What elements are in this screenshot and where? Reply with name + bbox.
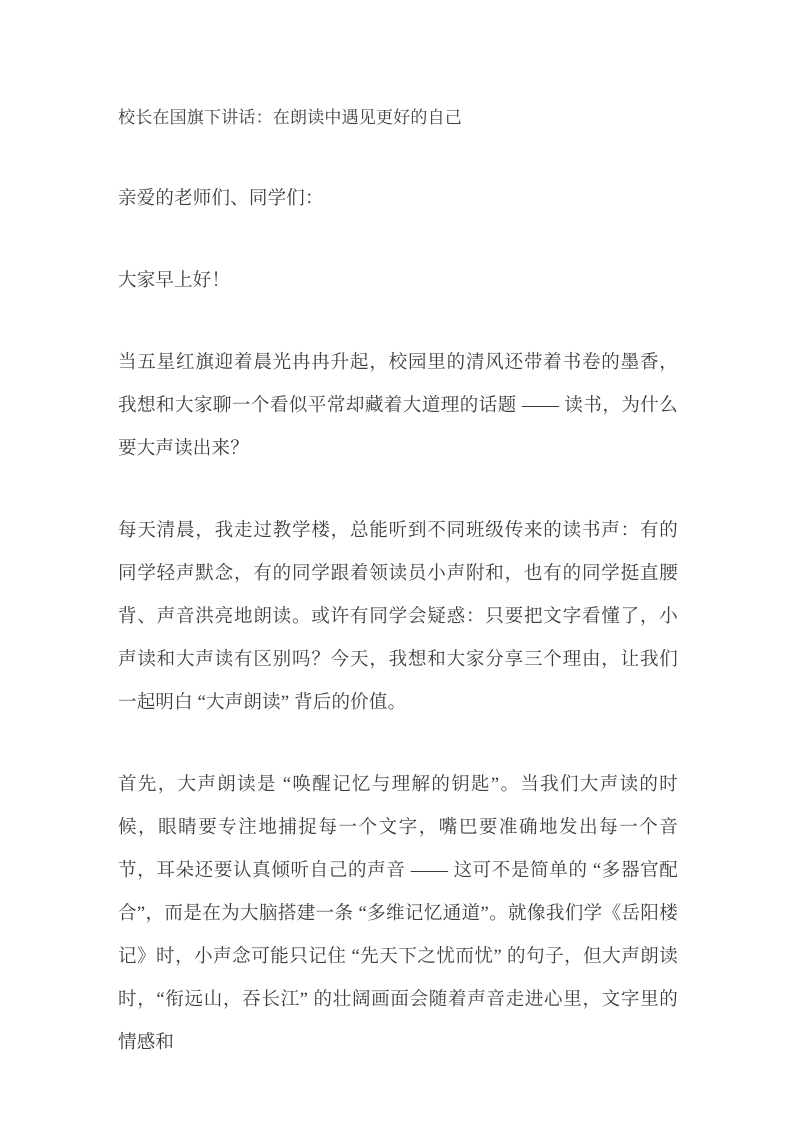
paragraph-topic-intro: 当五星红旗迎着晨光冉冉升起，校园里的清风还带着书卷的墨香，我想和大家聊一个看似平常却藏着大道理的话题 —— 读书，为什么要大声读出来？ [118,353,678,459]
document-title: 校长在国旗下讲话：在朗读中遇见更好的自己 [118,108,462,127]
salutation-line: 亲爱的老师们、同学们： [118,189,324,209]
paragraph-morning-reading: 每天清晨，我走过教学楼，总能听到不同班级传来的读书声：有的同学轻声默念，有的同学跟着领读员小声附和，也有的同学挺直腰背、声音洪亮地朗读。或许有同学会疑惑：只要把文字看懂了，小声读和大声读有区别吗？今天，我想和大家分享三个理由，让我们一起明白 “大声朗读” 背后的价值。 [118,521,678,713]
paragraph-first-reason: 首先，大声朗读是 “唤醒记忆与理解的钥匙”。当我们大声读的时候，眼睛要专注地捕捉每一个文字，嘴巴要准确地发出每一个音节，耳朵还要认真倾听自己的声音 —— 这可不是简单的 “多器官配合”，而是在为大脑搭建一条 “多维记忆通道”。就像我们学《岳阳楼记》时，小声念可能只记住 “先天下之忧而忧” 的句子，但大声朗读时，“衔远山，吞长江” 的壮阔画面会随着声音走进心里，文字里的情感和 [118,775,678,1053]
document-content [118,96,678,1104]
greeting-line: 大家早上好！ [118,271,231,291]
